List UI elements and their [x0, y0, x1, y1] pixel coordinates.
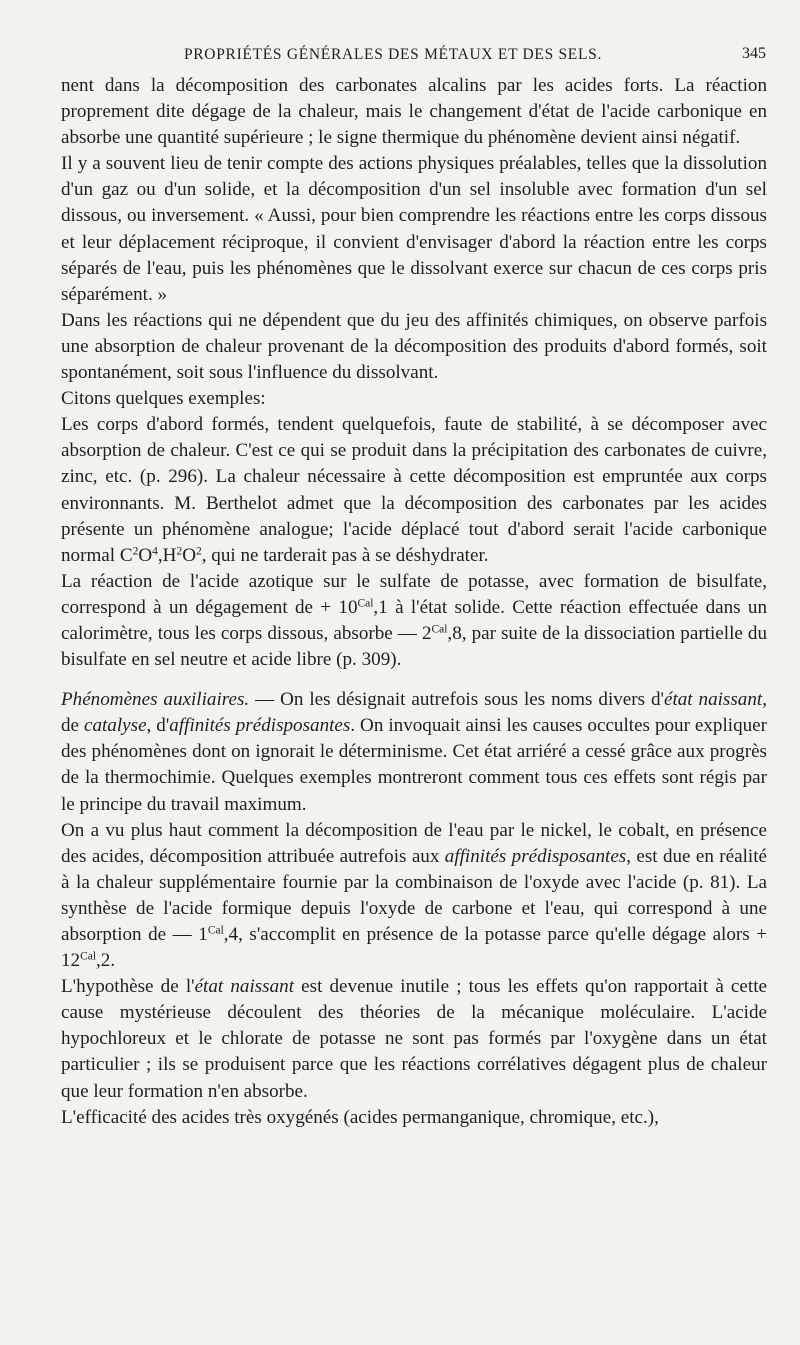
paragraph-physical-actions: Il y a souvent lieu de tenir compte des actions physiques préalables, telles que la dissolution d'un gaz ou d'un solide, et la décomposition d'un sel insoluble avec formation d'un sel dissous, ou inversement. « Aussi, pour bien comprendre les réactions entre les corps dissous et leur déplacement réciproque, il convient d'envisager d'abord la réaction entre les corps séparés de l'eau, puis les phénomènes que le dissolvant exerce sur chacun de ces corps pris séparément. »	[61, 153, 767, 305]
paragraph-continued: nent dans la décomposition des carbonates alcalins par les acides forts. La réaction proprement dite dégage de la chaleur, mais le changement d'état de l'acide carbonique en absorbe une quantité supérieure ; le signe thermique du phénomène devient ainsi négatif.	[61, 75, 767, 149]
carbonates-tail: , qui ne tarderait pas à se déshydrater.	[201, 544, 489, 566]
aux-text-4: . On invoquait ainsi les causes occultes pour expliquer des phénomènes dont on ignorait le déterminisme. Cet état arriéré a cessé grâce aux progrès de la thermochimie. Quelques exemples montreront comment tous ces effets sont régis par le principe du travail maximum.	[61, 715, 768, 815]
term-affinites: affinités prédisposantes	[169, 715, 351, 737]
paragraph-examples-intro: Citons quelques exemples:	[61, 388, 266, 410]
nickel-text-1: On a vu plus haut comment la décomposition de l'eau par le nickel, le cobalt, en présence des acides, décomposition attribuée autrefois aux	[61, 819, 767, 867]
term-etat-naissant: état naissant	[663, 689, 763, 711]
term-affinites-2: affinités prédisposantes	[444, 845, 627, 867]
nitric-text-2: ,1 à l'état solide. Cette réaction effectuée dans un calorimètre, tous les corps dissous, absorbe — 2	[61, 596, 768, 644]
page-body	[61, 73, 767, 1131]
unit-cal: Cal	[207, 924, 224, 937]
paragraph-nickel-cobalt	[61, 818, 767, 975]
unit-cal: Cal	[431, 623, 448, 636]
aux-text-1: — On les désignait autrefois sous les noms divers d'	[249, 689, 664, 711]
paragraph-nitric-acid	[61, 569, 767, 673]
paragraph-hypothesis	[61, 974, 767, 1104]
page-header	[60, 42, 766, 68]
carbonates-text: Les corps d'abord formés, tendent quelquefois, faute de stabilité, à se décomposer avec absorption de chaleur. C'est ce qui se produit dans la précipitation des carbonates de cuivre, zinc, etc. (p. 296). La chaleur nécessaire à cette décomposition est empruntée aux corps environnants. M. Berthelot admet que la décomposition des carbonates par les acides présente un phénomène analogue; l'acide déplacé tout d'abord serait l'acide carbonique normal	[61, 414, 767, 566]
unit-cal: Cal	[80, 950, 96, 963]
running-title: PROPRIÉTÉS GÉNÉRALES DES MÉTAUX ET DES SELS.	[183, 46, 603, 63]
nickel-text-4: ,2.	[96, 950, 116, 972]
term-catalyse: catalyse	[83, 715, 147, 737]
aux-text-3: , d'	[146, 715, 170, 737]
nitric-text-3: ,8, par suite de la dissociation partielle du bisulfate en sel neutre et acide libre (p. 309).	[61, 622, 767, 671]
nickel-text-3: ,4, s'accomplit en présence de la potasse parce qu'elle dégage alors + 12	[61, 924, 767, 972]
term-etat-naissant-2: état naissant	[194, 976, 295, 998]
section-title: Phénomènes auxiliaires.	[61, 689, 250, 711]
paragraph-chemical-affinities: Dans les réactions qui ne dépendent que du jeu des affinités chimiques, on observe parfois une absorption de chaleur provenant de la décomposition des produits d'abord formés, soit spontanément, soit sous l'influence du dissolvant.	[61, 309, 767, 384]
paragraph-oxygenated-acids: L'efficacité des acides très oxygénés (acides permanganique, chromique, etc.),	[61, 1106, 659, 1128]
aux-text-2: , de	[61, 689, 767, 737]
chemical-formula: $C^2O^4,H^2O^2$	[119, 544, 202, 566]
paragraph-carbonates	[61, 412, 767, 569]
paragraph-auxiliary-phenomena	[61, 687, 767, 817]
hypo-text-2: est devenue inutile ; tous les effets qu'on rapportait à cette cause mystérieuse découlent des théories de la mécanique moléculaire. L'acide hypochloreux et le chlorate de potasse ne sont pas formés par l'oxygène dans un état particulier ; ils se produisent parce que les réactions corrélatives dégagent plus de chaleur que leur formation n'en absorbe.	[61, 976, 767, 1102]
nickel-text-2: , est due en réalité à la chaleur supplémentaire fournie par la combinaison de l'oxyde avec l'acide (p. 81). La synthèse de l'acide formique depuis l'oxyde de carbone et l'eau, qui correspond à une absorption de — 1	[61, 845, 767, 945]
unit-cal: Cal	[357, 597, 374, 610]
hypo-text-1: L'hypothèse de l'	[61, 976, 195, 998]
page-number: 345	[742, 45, 766, 62]
nitric-text-1: La réaction de l'acide azotique sur le sulfate de potasse, avec formation de bisulfate, correspond à un dégagement de + 10	[61, 570, 767, 618]
